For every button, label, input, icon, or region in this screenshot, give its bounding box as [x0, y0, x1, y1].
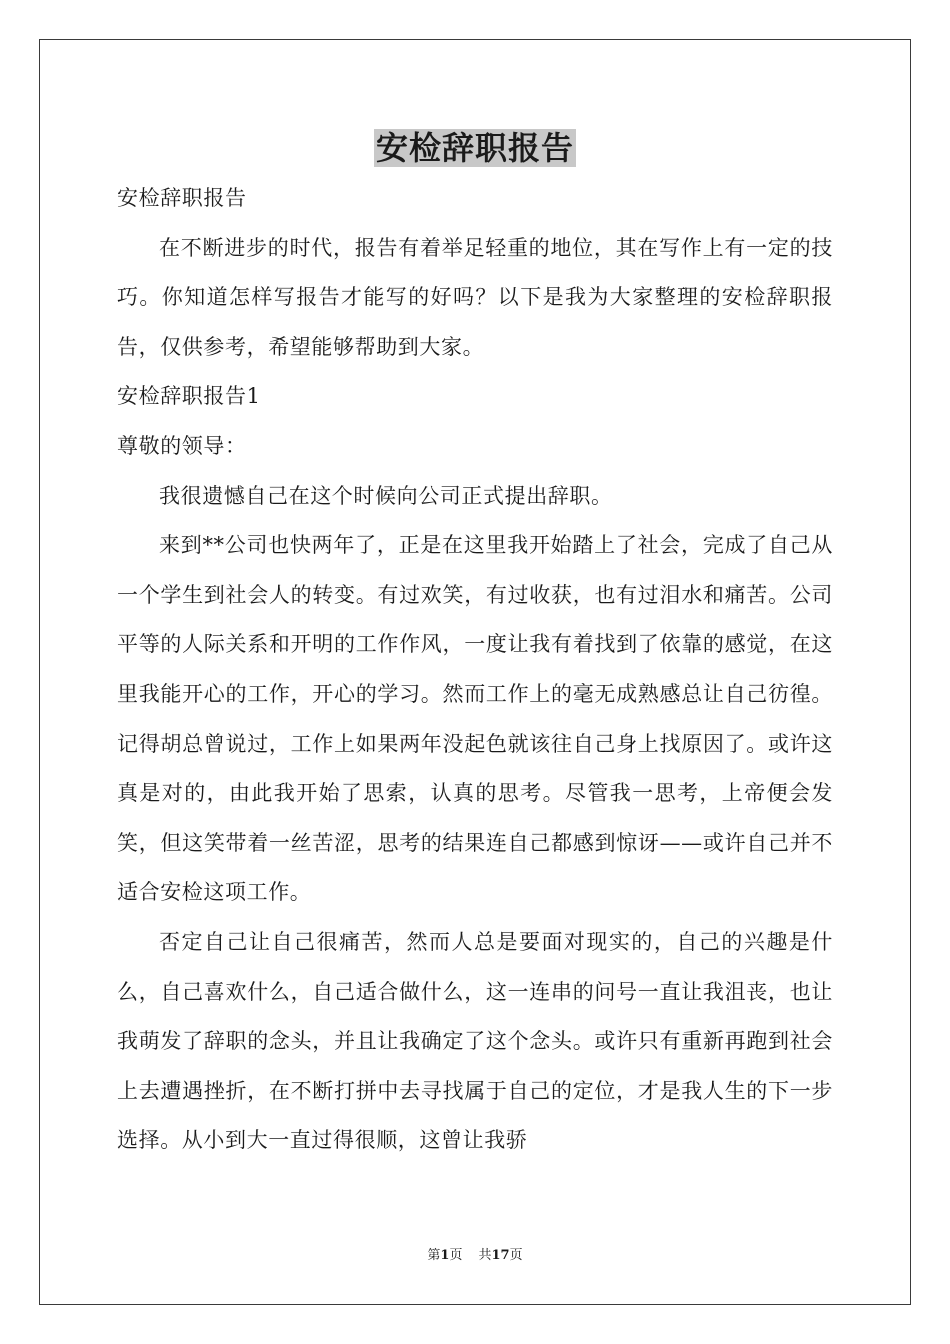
paragraph-salutation: 尊敬的领导：	[117, 433, 247, 458]
paragraph-heading-2: 安检辞职报告1	[117, 384, 261, 409]
page-footer	[0, 1248, 950, 1264]
paragraph-body-2: 来到**公司也快两年了，正是在这里我开始踏上了社会，完成了自己从一个学生到社会人的转变。有过欢笑，有过收获，也有过泪水和痛苦。公司平等的人际关系和开明的工作作风，一度让我有着找到了依靠的感觉，在这里我能开心的工作，开心的学习。然而工作上的毫无成熟感总让自己彷徨。记得胡总曾说过，工作上如果两年没起色就该往自己身上找原因了。或许这真是对的，由此我开始了思索，认真的思考。尽管我一思考，上帝便会发笑，但这笑带着一丝苦涩，思考的结果连自己都感到惊讶——或许自己并不适合安检这项工作。	[117, 533, 833, 905]
document-title: 安检辞职报告	[375, 129, 574, 167]
document-title-block	[0, 128, 950, 168]
footer-page-suffix: 页	[449, 1248, 463, 1263]
footer-page-current: 1	[440, 1248, 450, 1263]
paragraph-heading-1: 安检辞职报告	[117, 186, 247, 210]
footer-total-prefix: 共	[478, 1248, 492, 1263]
paragraph-intro: 在不断进步的时代，报告有着举足轻重的地位，其在写作上有一定的技巧。你知道怎样写报告才能写的好吗？以下是我为大家整理的安检辞职报告，仅供参考，希望能够帮助到大家。	[117, 235, 833, 359]
footer-page-total: 17	[491, 1248, 510, 1263]
footer-page-prefix: 第	[427, 1248, 441, 1263]
paragraph-body-1: 我很遗憾自己在这个时候向公司正式提出辞职。	[159, 483, 613, 508]
footer-total-suffix: 页	[509, 1248, 523, 1263]
paragraph-body-3: 否定自己让自己很痛苦，然而人总是要面对现实的，自己的兴趣是什么，自己喜欢什么，自己适合做什么，这一连串的问号一直让我沮丧，也让我萌发了辞职的念头，并且让我确定了这个念头。或许只有重新再跑到社会上去遭遇挫折，在不断打拼中去寻找属于自己的定位，才是我人生的下一步选择。从小到大一直过得很顺，这曾让我骄	[117, 929, 833, 1153]
document-body	[117, 174, 833, 1166]
